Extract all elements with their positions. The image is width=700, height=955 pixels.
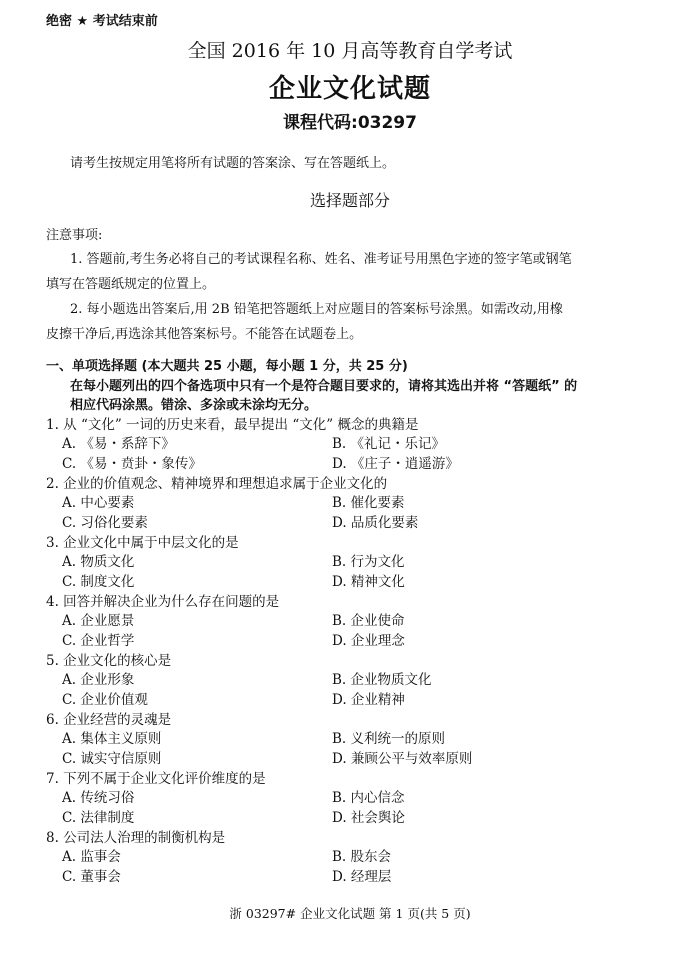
question-stem: 2. 企业的价值观念、精神境界和理想追求属于企业文化的 (46, 476, 388, 492)
option-d: D. 品质化要素 (332, 515, 419, 531)
secret-label: 绝密 ★ 考试结束前 (46, 14, 158, 29)
option-d: D. 企业理念 (332, 633, 405, 649)
option-d: D. 企业精神 (332, 692, 405, 708)
option-b: B. 行为文化 (332, 554, 405, 570)
option-c: C. 习俗化要素 (62, 515, 148, 531)
option-a: A. 企业形象 (62, 672, 135, 688)
page-footer: 浙 03297# 企业文化试题 第 1 页(共 5 页) (229, 906, 471, 921)
option-d: D. 精神文化 (332, 574, 405, 590)
option-c: C. 董事会 (62, 869, 121, 885)
section-desc-line-1: 在每小题列出的四个备选项中只有一个是符合题目要求的，请将其选出并将 “答题纸” 的 (70, 379, 578, 394)
option-a: A. 传统习俗 (62, 790, 135, 806)
course-code: 课程代码:03297 (283, 113, 417, 133)
option-c: C. 制度文化 (62, 574, 135, 590)
option-b: B. 股东会 (332, 849, 392, 865)
option-d: D. 社会舆论 (332, 810, 405, 826)
option-c: C. 企业价值观 (62, 692, 148, 708)
option-b: B. 企业使命 (332, 613, 405, 629)
notice-item-2-line-1: 2. 每小题选出答案后,用 2B 铅笔把答题纸上对应题目的答案标号涂黑。如需改动,用橡 (70, 302, 563, 317)
option-a: A. 企业愿景 (62, 613, 135, 629)
option-c: C. 诚实守信原则 (62, 751, 162, 767)
option-a: A. 物质文化 (62, 554, 135, 570)
option-a: A. 中心要素 (62, 495, 135, 511)
question-stem: 8. 公司法人治理的制衡机构是 (46, 830, 226, 846)
section-desc-line-2: 相应代码涂黑。错涂、多涂或未涂均无分。 (70, 398, 318, 413)
instruction: 请考生按规定用笔将所有试题的答案涂、写在答题纸上。 (70, 156, 396, 171)
option-d: D. 经理层 (332, 869, 392, 885)
option-a: A. 集体主义原则 (62, 731, 162, 747)
option-c: C. 法律制度 (62, 810, 135, 826)
option-c: C. 《易・贲卦・象传》 (62, 456, 202, 472)
option-b: B. 企业物质文化 (332, 672, 432, 688)
option-c: C. 企业哲学 (62, 633, 135, 649)
notice-item-1-line-1: 1. 答题前,考生务必将自己的考试课程名称、姓名、准考证号用黑色字迹的签字笔或钢笔 (70, 252, 572, 267)
option-b: B. 义利统一的原则 (332, 731, 446, 747)
option-b: B. 《礼记・乐记》 (332, 436, 446, 452)
option-a: A. 监事会 (62, 849, 121, 865)
question-stem: 5. 企业文化的核心是 (46, 653, 172, 669)
notice-item-1-line-2: 填写在答题纸规定的位置上。 (46, 277, 216, 292)
notice-item-2-line-2: 皮擦干净后,再选涂其他答案标号。不能答在试题卷上。 (46, 327, 363, 342)
option-d: D. 《庄子・逍遥游》 (332, 456, 459, 472)
option-d: D. 兼顾公平与效率原则 (332, 751, 473, 767)
section-heading: 一、单项选择题 (本大题共 25 小题，每小题 1 分，共 25 分) (46, 359, 408, 374)
part-title: 选择题部分 (309, 191, 390, 210)
page-title: 企业文化试题 (268, 74, 431, 104)
question-stem: 6. 企业经营的灵魂是 (46, 712, 172, 728)
question-stem: 4. 回答并解决企业为什么存在问题的是 (46, 594, 280, 610)
option-b: B. 催化要素 (332, 495, 405, 511)
question-stem: 7. 下列不属于企业文化评价维度的是 (46, 771, 266, 787)
question-stem: 1. 从 “文化” 一词的历史来看，最早提出 “文化” 概念的典籍是 (46, 417, 419, 433)
exam-line: 全国 2016 年 10 月高等教育自学考试 (187, 40, 513, 62)
question-stem: 3. 企业文化中属于中层文化的是 (46, 535, 239, 551)
option-b: B. 内心信念 (332, 790, 405, 806)
notice-heading: 注意事项: (46, 228, 103, 243)
option-a: A. 《易・系辞下》 (62, 436, 175, 452)
